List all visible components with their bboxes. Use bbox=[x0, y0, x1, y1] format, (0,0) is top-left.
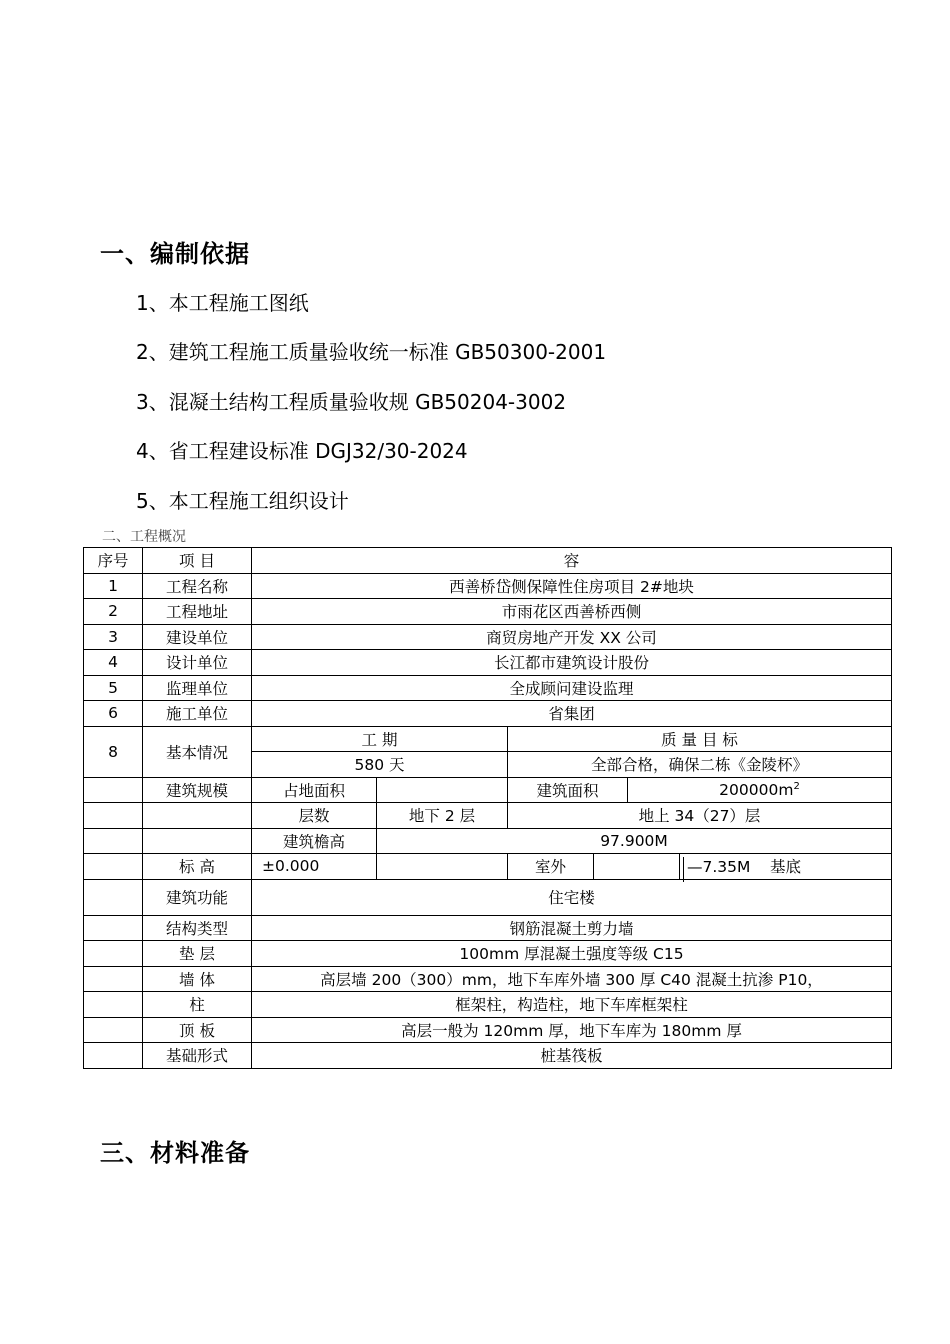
scale-item: 建筑规模 bbox=[143, 777, 252, 803]
table-row bbox=[84, 879, 892, 915]
row-no: 6 bbox=[84, 701, 143, 727]
detail-item: 柱 bbox=[143, 992, 252, 1018]
table-row bbox=[84, 966, 892, 992]
row-no: 5 bbox=[84, 675, 143, 701]
row-content: 商贸房地产开发 XX 公司 bbox=[252, 624, 892, 650]
detail-content: 住宅楼 bbox=[252, 879, 892, 915]
detail-content: 高层墙 200（300）mm，地下车库外墙 300 厚 C40 混凝土抗渗 P10， bbox=[252, 966, 892, 992]
table-row bbox=[84, 803, 892, 829]
empty-cell bbox=[84, 1017, 143, 1043]
building-area-value bbox=[628, 777, 892, 803]
detail-item: 基础形式 bbox=[143, 1043, 252, 1069]
empty-cell bbox=[143, 828, 252, 854]
table-row bbox=[84, 777, 892, 803]
reference-item-4: 4、省工程建设标准 DGJ32/30-2024 bbox=[136, 439, 468, 463]
land-area-value bbox=[377, 777, 508, 803]
table-row bbox=[84, 915, 892, 941]
detail-content: 桩基筏板 bbox=[252, 1043, 892, 1069]
table-row bbox=[84, 650, 892, 676]
empty-cell bbox=[84, 803, 143, 829]
row-no: 2 bbox=[84, 599, 143, 625]
row-item: 监理单位 bbox=[143, 675, 252, 701]
project-overview-table bbox=[83, 547, 892, 1069]
area-unit-superscript: 2 bbox=[793, 780, 800, 792]
elevation-zero-value: ±0.000 bbox=[262, 857, 320, 876]
empty-cell bbox=[84, 941, 143, 967]
base-value-divider bbox=[683, 857, 684, 882]
table-row bbox=[84, 675, 892, 701]
row-content: 西善桥岱侧保障性住房项目 2#地块 bbox=[252, 573, 892, 599]
row-item: 施工单位 bbox=[143, 701, 252, 727]
row-no: 4 bbox=[84, 650, 143, 676]
empty-cell bbox=[84, 992, 143, 1018]
table-row bbox=[84, 992, 892, 1018]
empty-cell bbox=[143, 803, 252, 829]
building-area-number: 200000m bbox=[719, 780, 794, 799]
table-row bbox=[84, 726, 892, 752]
elevation-zero bbox=[252, 854, 377, 880]
base-value: —7.35M bbox=[687, 858, 751, 876]
quality-value: 全部合格，确保二栋《金陵杯》 bbox=[508, 752, 892, 778]
base-label: 基底 bbox=[680, 854, 892, 880]
table-header-row bbox=[84, 548, 892, 574]
header-item: 项 目 bbox=[143, 548, 252, 574]
detail-content: 高层一般为 120mm 厚，地下车库为 180mm 厚 bbox=[252, 1017, 892, 1043]
detail-content: 100mm 厚混凝土强度等级 C15 bbox=[252, 941, 892, 967]
empty-cell bbox=[84, 854, 143, 880]
row-item: 工程名称 bbox=[143, 573, 252, 599]
table-row bbox=[84, 1017, 892, 1043]
row-item: 建设单位 bbox=[143, 624, 252, 650]
section3-heading: 三、材料准备 bbox=[100, 1139, 250, 1167]
row-content: 市雨花区西善桥西侧 bbox=[252, 599, 892, 625]
floors-underground: 地下 2 层 bbox=[377, 803, 508, 829]
row-no: 1 bbox=[84, 573, 143, 599]
empty-cell bbox=[84, 1043, 143, 1069]
table-row bbox=[84, 854, 892, 880]
section2-heading: 二、工程概况 bbox=[102, 529, 186, 545]
table-row bbox=[84, 1043, 892, 1069]
table-row bbox=[84, 624, 892, 650]
header-content: 容 bbox=[252, 548, 892, 574]
detail-content: 框架柱，构造柱，地下车库框架柱 bbox=[252, 992, 892, 1018]
basic-item: 基本情况 bbox=[143, 726, 252, 777]
eave-value: 97.900M bbox=[377, 828, 892, 854]
detail-item: 垫 层 bbox=[143, 941, 252, 967]
table-row bbox=[84, 828, 892, 854]
row-item: 设计单位 bbox=[143, 650, 252, 676]
section1-heading: 一、编制依据 bbox=[100, 240, 250, 268]
detail-item: 结构类型 bbox=[143, 915, 252, 941]
row-content: 全成顾问建设监理 bbox=[252, 675, 892, 701]
empty-cell bbox=[84, 966, 143, 992]
detail-item: 顶 板 bbox=[143, 1017, 252, 1043]
period-label: 工 期 bbox=[252, 726, 508, 752]
reference-item-2: 2、建筑工程施工质量验收统一标准 GB50300-2001 bbox=[136, 340, 607, 364]
eave-label: 建筑檐高 bbox=[252, 828, 377, 854]
elevation-item: 标 高 bbox=[143, 854, 252, 880]
table-row bbox=[84, 941, 892, 967]
table-row bbox=[84, 701, 892, 727]
reference-item-5: 5、本工程施工组织设计 bbox=[136, 489, 349, 513]
empty-cell bbox=[84, 828, 143, 854]
empty-cell bbox=[84, 879, 143, 915]
elevation-blank bbox=[377, 854, 508, 880]
detail-item: 建筑功能 bbox=[143, 879, 252, 915]
reference-item-1: 1、本工程施工图纸 bbox=[136, 291, 309, 315]
floors-above: 地上 34（27）层 bbox=[508, 803, 892, 829]
row-content: 长江都市建筑设计股份 bbox=[252, 650, 892, 676]
empty-cell bbox=[84, 777, 143, 803]
table-row bbox=[84, 599, 892, 625]
basic-no: 8 bbox=[84, 726, 143, 777]
row-content: 省集团 bbox=[252, 701, 892, 727]
outdoor-value bbox=[594, 854, 680, 880]
detail-item: 墙 体 bbox=[143, 966, 252, 992]
header-no: 序号 bbox=[84, 548, 143, 574]
detail-content: 钢筋混凝土剪力墙 bbox=[252, 915, 892, 941]
outdoor-label: 室外 bbox=[508, 854, 594, 880]
floors-label: 层数 bbox=[252, 803, 377, 829]
empty-cell bbox=[84, 915, 143, 941]
quality-label: 质 量 目 标 bbox=[508, 726, 892, 752]
land-area-label: 占地面积 bbox=[252, 777, 377, 803]
period-value: 580 天 bbox=[252, 752, 508, 778]
row-no: 3 bbox=[84, 624, 143, 650]
reference-item-3: 3、混凝土结构工程质量验收规 GB50204-3002 bbox=[136, 390, 567, 414]
building-area-label: 建筑面积 bbox=[508, 777, 628, 803]
table-row bbox=[84, 573, 892, 599]
row-item: 工程地址 bbox=[143, 599, 252, 625]
